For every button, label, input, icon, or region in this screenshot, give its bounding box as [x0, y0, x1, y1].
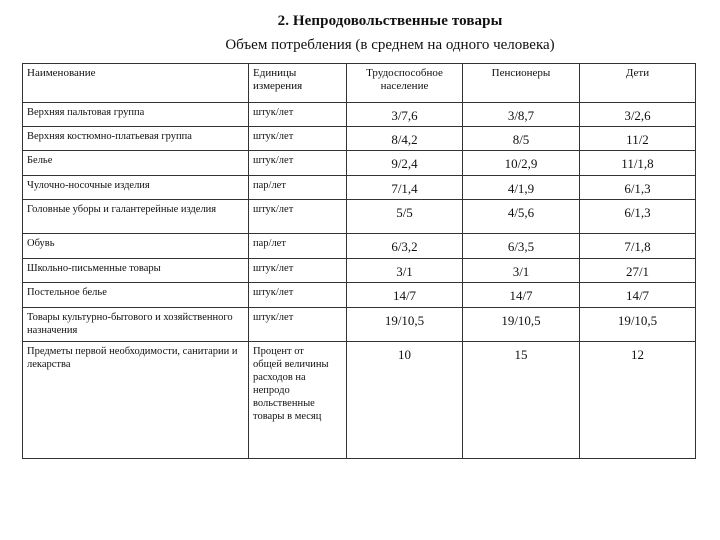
row-children-value: 7/1,8 — [580, 234, 696, 259]
row-children-value: 3/2,6 — [580, 103, 696, 127]
page-title: 2. Непродовольственные товары — [277, 13, 503, 29]
row-name: Чулочно-носочные изделия — [23, 176, 249, 200]
row-unit — [249, 151, 347, 176]
row-unit-label: Процент от общей величины расходов на непродо вольственные товары в месяц — [253, 346, 329, 422]
row-unit — [249, 308, 347, 342]
row-working-value: 3/1 — [347, 259, 463, 283]
row-unit — [249, 234, 347, 259]
row-unit — [249, 127, 347, 151]
row-children-value: 6/1,3 — [580, 176, 696, 200]
row-name: Белье — [23, 151, 249, 176]
row-working-value: 9/2,4 — [347, 151, 463, 176]
row-unit-label: штук/лет — [253, 131, 294, 142]
row-name: Верхняя пальтовая группа — [23, 103, 249, 127]
table-row — [23, 283, 696, 308]
row-unit-label: штук/лет — [253, 204, 294, 215]
row-children-value: 11/2 — [580, 127, 696, 151]
row-pensioners-value: 15 — [463, 342, 580, 459]
row-unit — [249, 342, 347, 459]
row-working-value: 14/7 — [347, 283, 463, 308]
table-row — [23, 151, 696, 176]
row-unit — [249, 200, 347, 234]
row-children-value: 27/1 — [580, 259, 696, 283]
row-unit-label: штук/лет — [253, 263, 294, 274]
row-name: Верхняя костюмно-платьевая группа — [23, 127, 249, 151]
table-row — [23, 342, 696, 459]
header-working: Трудоспособное население — [347, 64, 463, 103]
row-working-value: 6/3,2 — [347, 234, 463, 259]
row-name: Головные уборы и галантерейные изделия — [23, 200, 249, 234]
header-pensioners: Пенсионеры — [463, 64, 580, 103]
row-pensioners-value: 8/5 — [463, 127, 580, 151]
row-pensioners-value: 3/1 — [463, 259, 580, 283]
table-row — [23, 200, 696, 234]
table-row — [23, 176, 696, 200]
row-unit — [249, 259, 347, 283]
row-name: Предметы первой необходимости, санитарии и лекарства — [23, 342, 249, 459]
row-pensioners-value: 19/10,5 — [463, 308, 580, 342]
row-working-value: 3/7,6 — [347, 103, 463, 127]
row-pensioners-value: 10/2,9 — [463, 151, 580, 176]
row-children-value: 19/10,5 — [580, 308, 696, 342]
table-header-row — [23, 64, 696, 103]
row-unit-label: штук/лет — [253, 155, 294, 166]
row-unit — [249, 283, 347, 308]
row-name: Обувь — [23, 234, 249, 259]
row-working-value: 8/4,2 — [347, 127, 463, 151]
row-unit-label: пар/лет — [253, 180, 286, 191]
row-name: Товары культурно-бытового и хозяйственного назначения — [23, 308, 249, 342]
header-unit — [249, 64, 347, 103]
row-unit — [249, 176, 347, 200]
row-children-value: 12 — [580, 342, 696, 459]
header-children: Дети — [580, 64, 696, 103]
row-unit-label: штук/лет — [253, 312, 294, 323]
table-row — [23, 127, 696, 151]
row-children-value: 6/1,3 — [580, 200, 696, 234]
row-working-value: 19/10,5 — [347, 308, 463, 342]
table-row — [23, 234, 696, 259]
table-row — [23, 103, 696, 127]
row-unit-label: штук/лет — [253, 287, 294, 298]
row-children-value: 11/1,8 — [580, 151, 696, 176]
row-unit-label: штук/лет — [253, 107, 294, 118]
row-working-value: 10 — [347, 342, 463, 459]
table-row — [23, 259, 696, 283]
page-subtitle: Объем потребления (в среднем на одного человека) — [225, 37, 555, 53]
row-pensioners-value: 4/5,6 — [463, 200, 580, 234]
row-children-value: 14/7 — [580, 283, 696, 308]
row-working-value: 7/1,4 — [347, 176, 463, 200]
row-pensioners-value: 4/1,9 — [463, 176, 580, 200]
header-unit-label: Единицы измерения — [253, 67, 303, 92]
table-row — [23, 308, 696, 342]
header-name: Наименование — [23, 64, 249, 103]
row-unit — [249, 103, 347, 127]
row-pensioners-value: 6/3,5 — [463, 234, 580, 259]
row-pensioners-value: 3/8,7 — [463, 103, 580, 127]
consumption-table — [22, 63, 696, 459]
row-pensioners-value: 14/7 — [463, 283, 580, 308]
row-working-value: 5/5 — [347, 200, 463, 234]
row-unit-label: пар/лет — [253, 238, 286, 249]
row-name: Постельное белье — [23, 283, 249, 308]
row-name: Школьно-письменные товары — [23, 259, 249, 283]
